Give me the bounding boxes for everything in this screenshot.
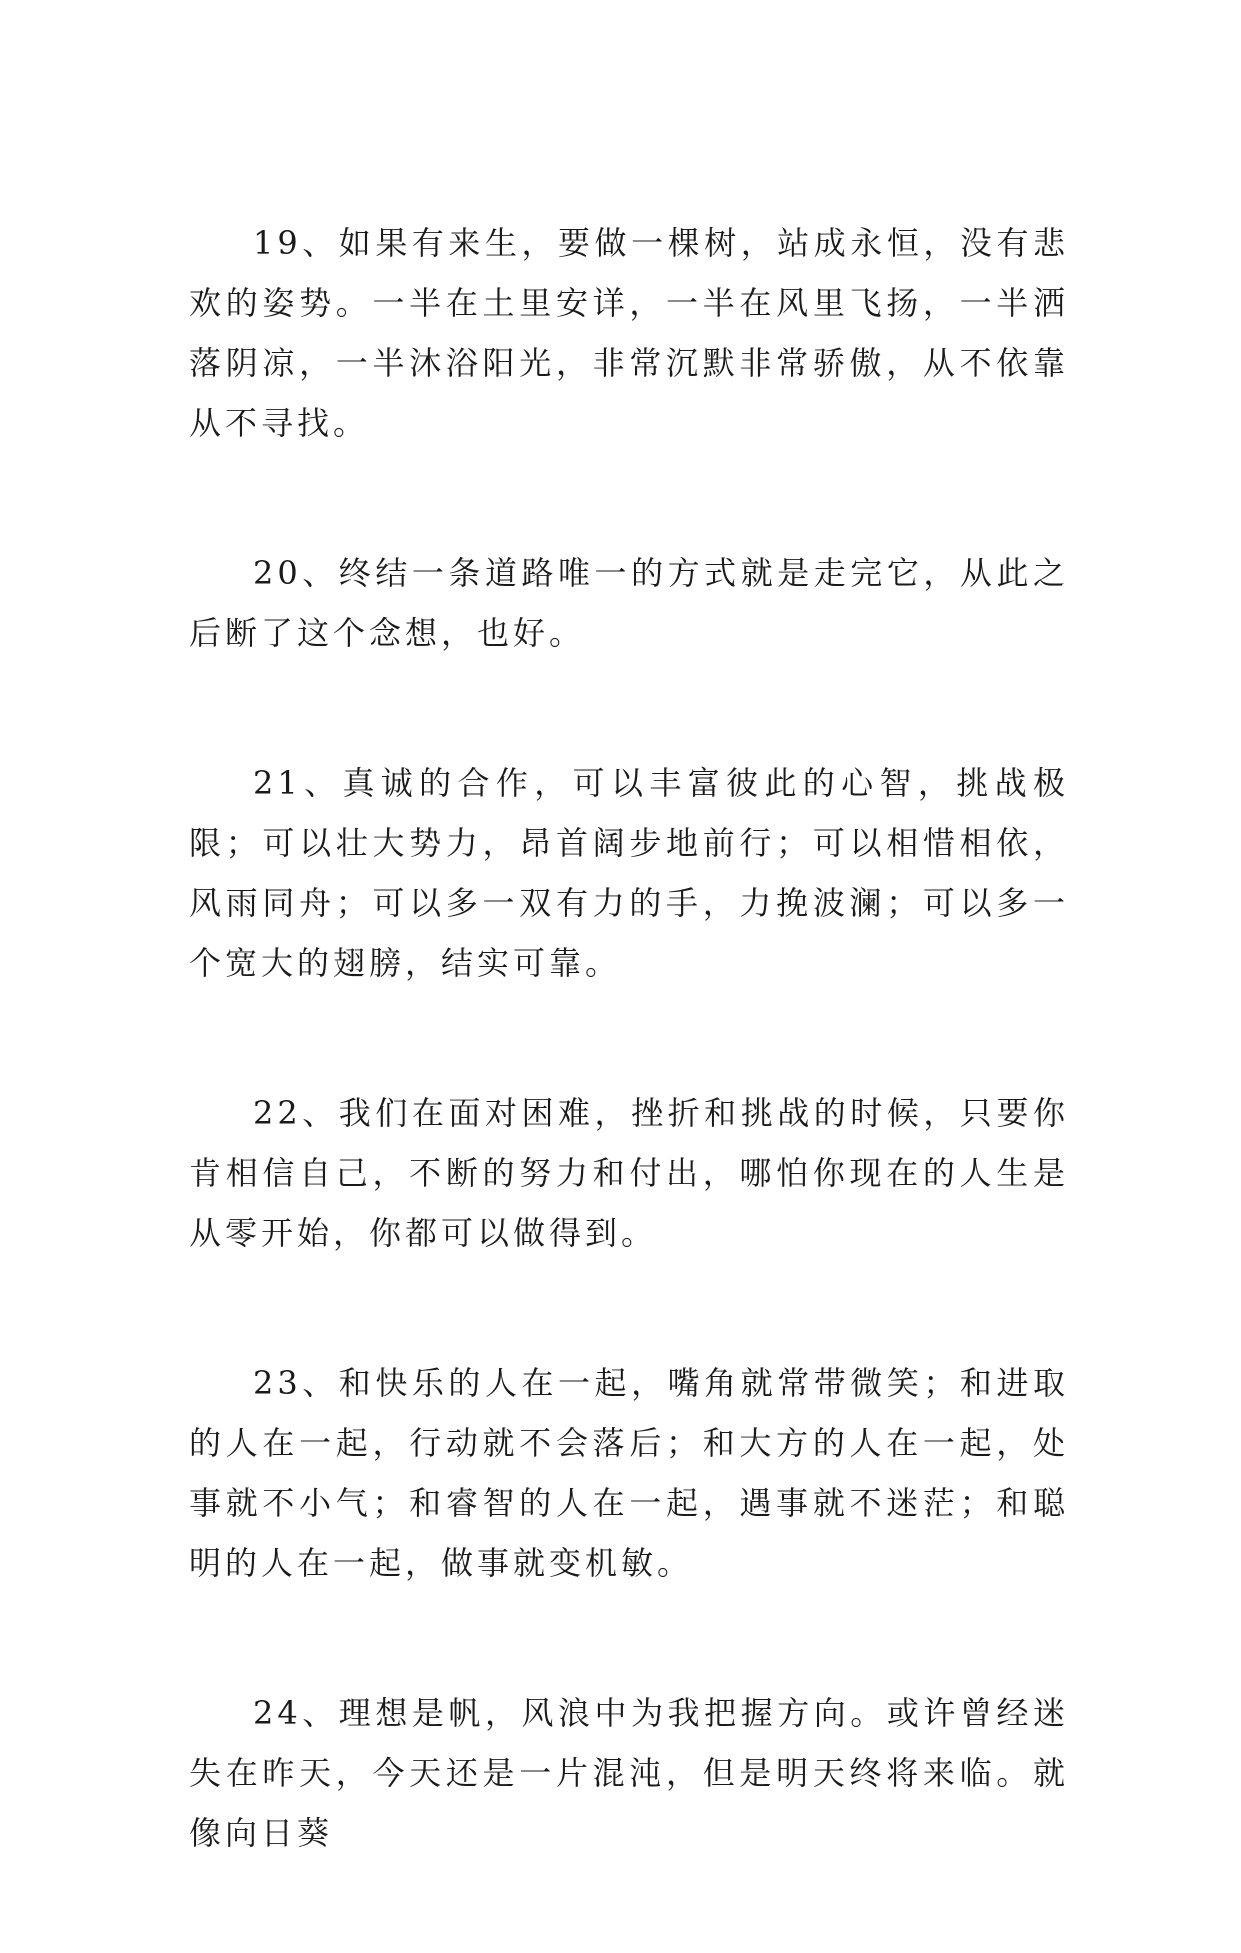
document-body	[189, 213, 1069, 1953]
paragraph-22: 22、我们在面对困难，挫折和挑战的时候，只要你肯相信自己，不断的努力和付出，哪怕你现在的人生是从零开始，你都可以做得到。	[189, 1094, 1069, 1252]
paragraph-19: 19、如果有来生，要做一棵树，站成永恒，没有悲欢的姿势。一半在土里安详，一半在风里飞扬，一半洒落阴凉，一半沐浴阳光，非常沉默非常骄傲，从不依靠从不寻找。	[189, 224, 1069, 442]
paragraph-23: 23、和快乐的人在一起，嘴角就常带微笑；和进取的人在一起，行动就不会落后；和大方的人在一起，处事就不小气；和睿智的人在一起，遇事就不迷茫；和聪明的人在一起，做事就变机敏。	[189, 1364, 1069, 1582]
paragraph-24: 24、理想是帆，风浪中为我把握方向。或许曾经迷失在昨天，今天还是一片混沌，但是明天终将来临。就像向日葵	[189, 1694, 1069, 1852]
paragraph-21: 21、真诚的合作，可以丰富彼此的心智，挑战极限；可以壮大势力，昂首阔步地前行；可以相惜相依，风雨同舟；可以多一双有力的手，力挽波澜；可以多一个宽大的翅膀，结实可靠。	[189, 764, 1069, 982]
paragraph-20: 20、终结一条道路唯一的方式就是走完它，从此之后断了这个念想，也好。	[189, 554, 1069, 652]
